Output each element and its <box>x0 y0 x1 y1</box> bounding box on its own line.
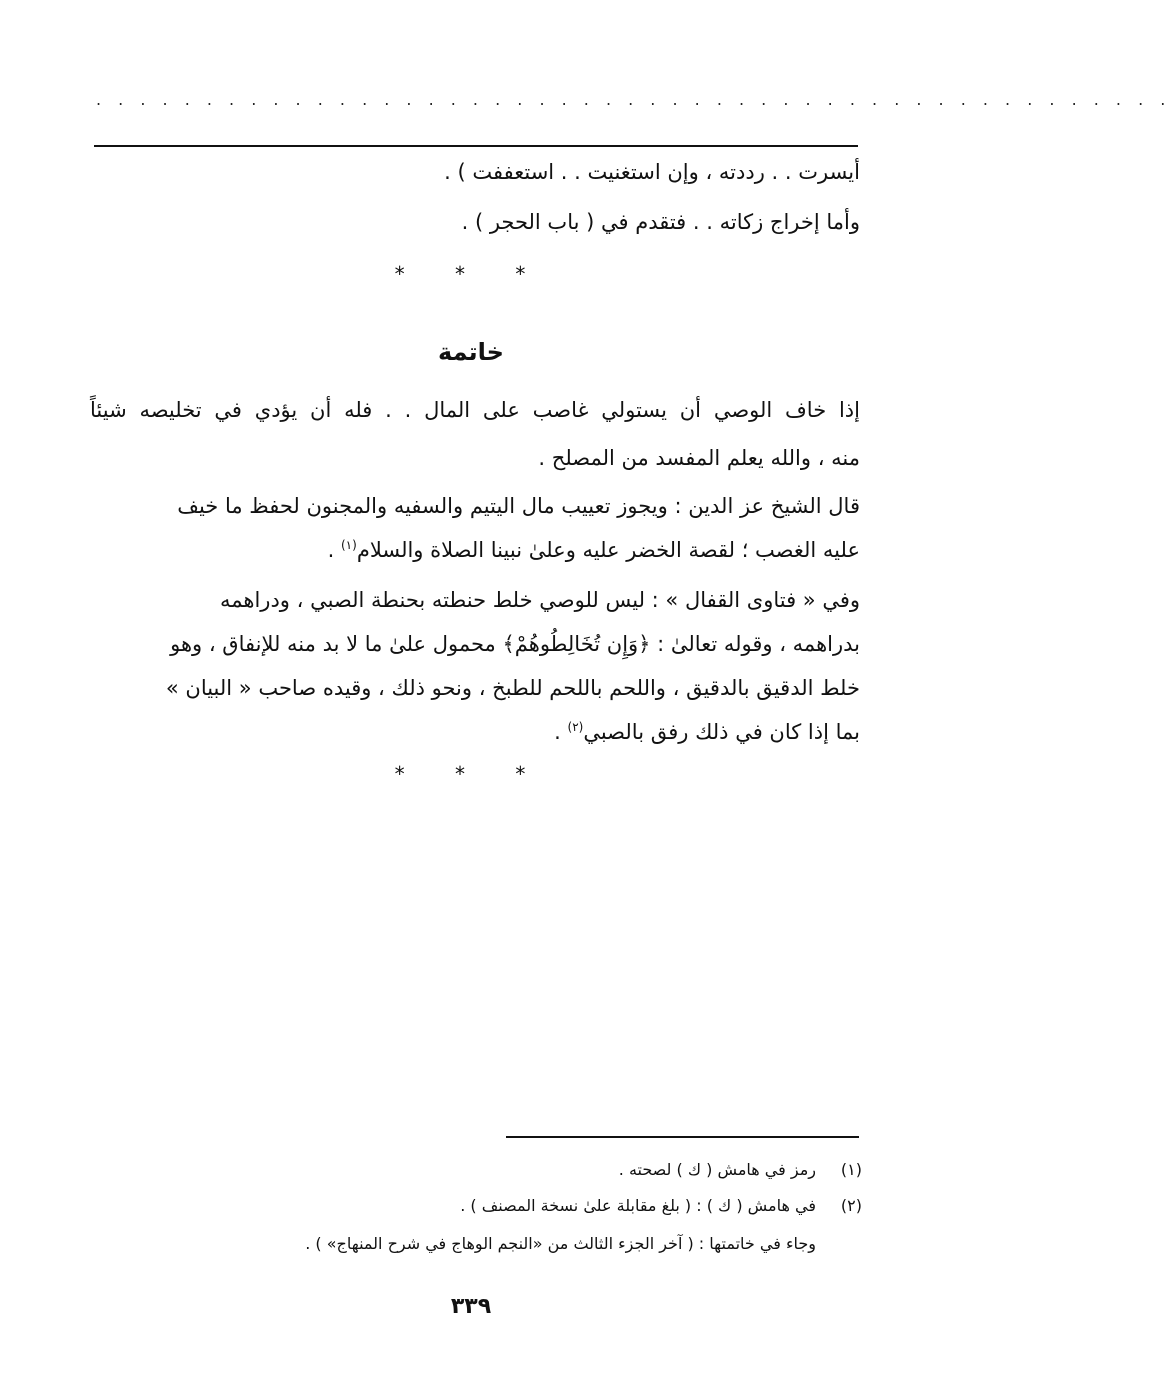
footnote-ref-2: (٢) <box>567 720 584 734</box>
page-number: ٣٣٩ <box>450 1294 492 1319</box>
para3-line-4-text: بما إذا كان في ذلك رفق بالصبي <box>583 720 860 744</box>
footnote-2-continued <box>305 1234 862 1253</box>
footnote-1 <box>619 1160 862 1179</box>
para2-line-2 <box>328 538 860 562</box>
footnote-ref-1: (١) <box>340 538 357 552</box>
separator-stars-bottom: * * * <box>394 762 548 786</box>
para1-line-2: منه ، والله يعلم المفسد من المصلح . <box>538 446 860 470</box>
continuation-line-2: وأما إخراج زكاته . . فتقدم في ( باب الحجر ) . <box>461 210 860 234</box>
para2-line-1: قال الشيخ عز الدين : ويجوز تعييب مال اليتيم والسفيه والمجنون لحفظ ما خيف <box>177 494 860 518</box>
para3-line-4-end: . <box>554 720 568 744</box>
dotted-divider: . . . . . . . . . . . . . . . . . . . . . . . . . . . . . . . . . . . . . . . . . . . . . . . . . <box>96 90 1171 109</box>
footnote-rule <box>506 1136 859 1138</box>
top-rule <box>94 145 858 147</box>
para3-line-2: بدراهمه ، وقوله تعالىٰ : ﴿وَإِن تُخَالِطُوهُمْ﴾ محمول علىٰ ما لا بد منه للإنفاق ، وهو <box>170 632 860 656</box>
footnote-2 <box>460 1196 862 1215</box>
footnote-number: (٢) <box>840 1196 862 1215</box>
para1-line-1: إذا خاف الوصي أن يستولي غاصب على المال . . فله أن يؤدي في تخليصه شيئاً <box>90 398 860 422</box>
continuation-text <box>90 160 860 240</box>
separator-stars: * * * <box>394 262 548 286</box>
para3-line-3: خلط الدقيق بالدقيق ، واللحم باللحم للطبخ ، ونحو ذلك ، وقيده صاحب « البيان » <box>165 676 860 700</box>
para2-line-2-end: . <box>327 538 341 562</box>
footnote-text: وجاء في خاتمتها : ( آخر الجزء الثالث من «النجم الوهاج في شرح المنهاج» ) . <box>305 1234 816 1253</box>
footnote-number: (١) <box>840 1160 862 1179</box>
para2-line-2-text: عليه الغصب ؛ لقصة الخضر عليه وعلىٰ نبينا الصلاة والسلام <box>356 538 860 562</box>
para3-line-1: وفي « فتاوى القفال » : ليس للوصي خلط حنطته بحنطة الصبي ، ودراهمه <box>220 588 860 612</box>
footnote-text: في هامش ( ك ) : ( بلغ مقابلة علىٰ نسخة المصنف ) . <box>460 1196 816 1215</box>
section-body <box>90 398 860 818</box>
continuation-line-1: أيسرت . . رددته ، وإن استغنيت . . استعففت ) . <box>444 160 860 184</box>
para3-line-4 <box>554 720 860 744</box>
section-heading: خاتمة <box>438 338 504 366</box>
footnote-text: رمز في هامش ( ك ) لصحته . <box>618 1160 816 1179</box>
